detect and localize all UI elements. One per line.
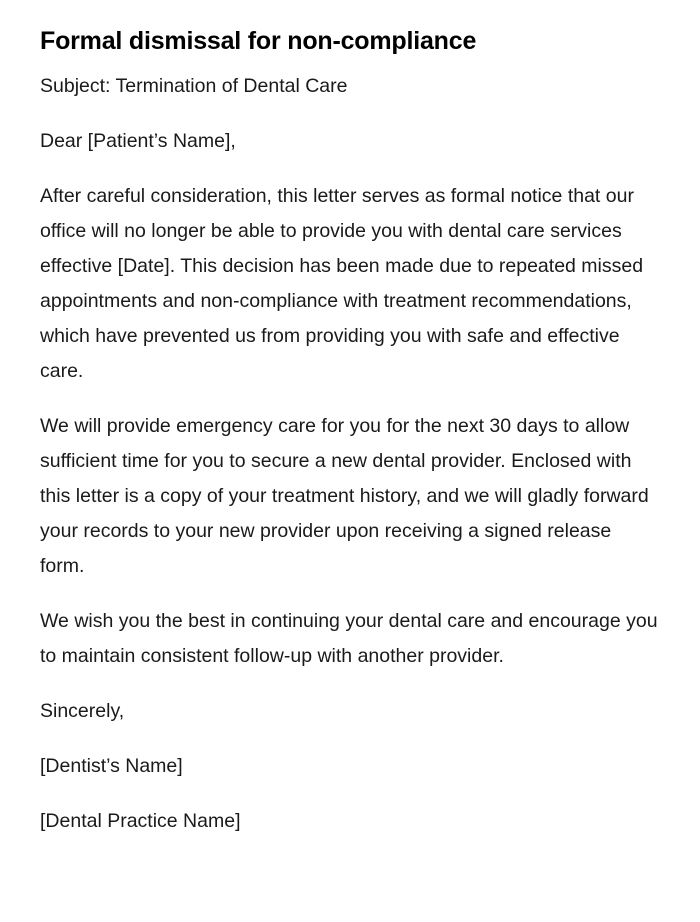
letter-closing: Sincerely, — [40, 700, 125, 722]
letter-title: Formal dismissal for non-compliance — [40, 27, 477, 55]
letter-paragraph-notice: After careful consideration, this letter serves as formal notice that our office will no longer be able to provide you with dental care services effective [Date]. This decision has been made due to repeated missed appointments and non-compliance with treatment recommendations, which have prevented us from providing you with safe and effective care. — [40, 185, 644, 382]
dental-practice-name: [Dental Practice Name] — [40, 810, 241, 832]
letter-paragraph-emergency-care: We will provide emergency care for you for the next 30 days to allow sufficient time for you to secure a new dental provider. Enclosed with this letter is a copy of your treatment history, and we will gladly forward your records to your new provider upon receiving a signed release form. — [40, 415, 649, 577]
letter-paragraph-well-wishes: We wish you the best in continuing your dental care and encourage you to maintain consistent follow-up with another provider. — [40, 610, 658, 667]
dentist-name: [Dentist’s Name] — [40, 755, 183, 777]
letter-subject: Subject: Termination of Dental Care — [40, 75, 348, 97]
letter-salutation: Dear [Patient’s Name], — [40, 130, 236, 152]
